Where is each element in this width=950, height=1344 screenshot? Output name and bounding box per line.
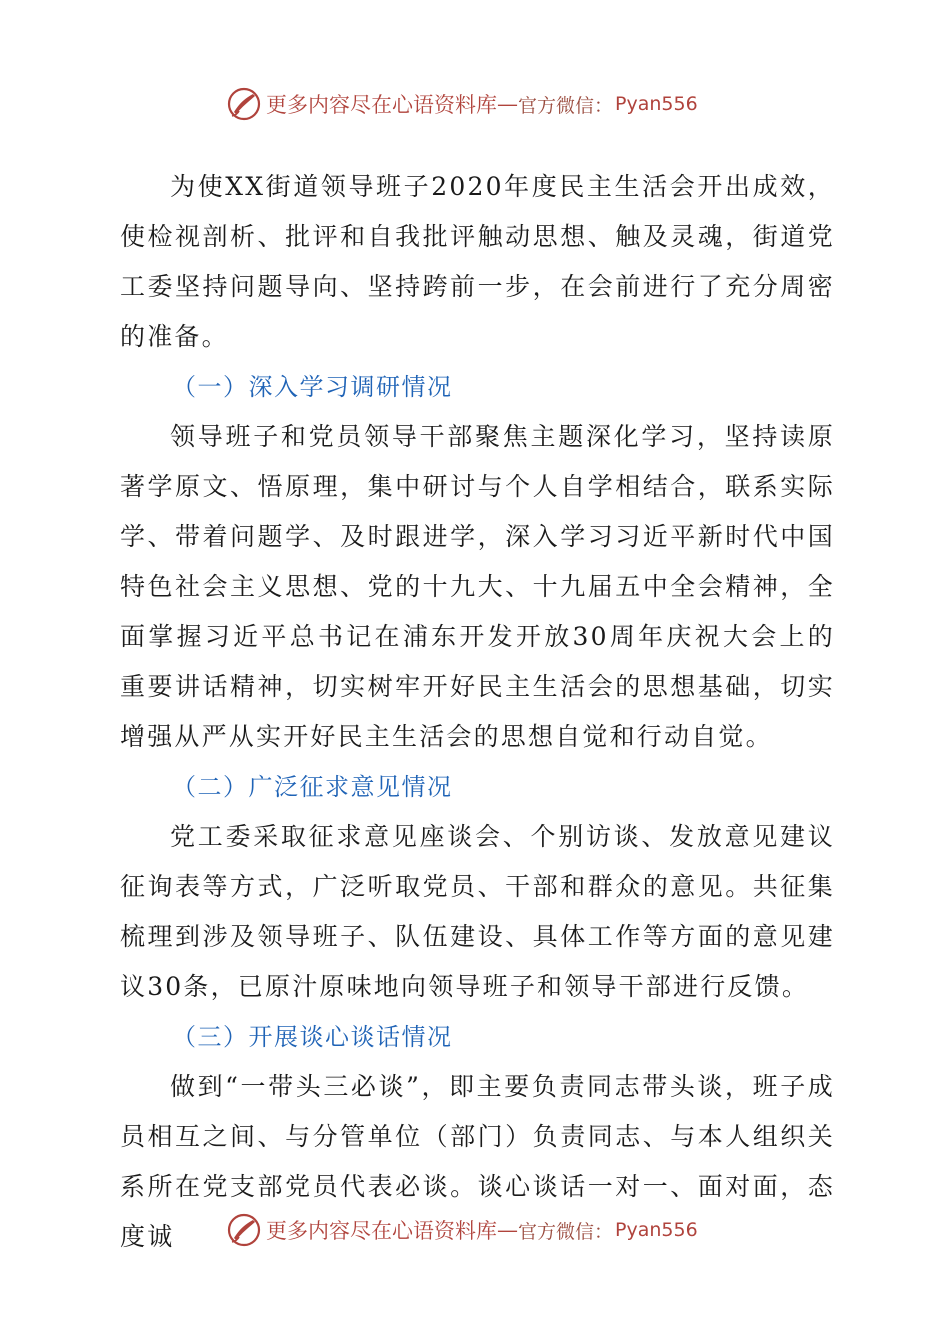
- watermark-footer: [226, 1210, 786, 1250]
- heading-study: （一）深入学习调研情况: [172, 373, 453, 401]
- pen-logo-icon: [226, 86, 262, 122]
- heading-opinions: （二）广泛征求意见情况: [172, 773, 453, 801]
- paragraph-talks: 做到“一带头三必谈”，即主要负责同志带头谈，班子成员相互之间、与分管单位（部门）负责同志、与本人组织关系所在党支部党员代表必谈。谈心谈话一对一、面对面，态度诚: [120, 1072, 835, 1251]
- watermark-label: 官方微信：: [518, 1220, 614, 1243]
- paragraph-opinions: 党工委采取征求意见座谈会、个别访谈、发放意见建议征询表等方式，广泛听取党员、干部和群众的意见。共征集梳理到涉及领导班子、队伍建设、具体工作等方面的意见建议30条，已原汁原味地向领导班子和领导干部进行反馈。: [120, 822, 835, 1001]
- pen-logo-icon: [226, 1212, 262, 1248]
- paragraph-intro: 为使XX街道领导班子2020年度民主生活会开出成效，使检视剖析、批评和自我批评触动思想、触及灵魂，街道党工委坚持问题导向、坚持跨前一步，在会前进行了充分周密的准备。: [120, 172, 835, 351]
- watermark-dash: —: [497, 1218, 518, 1242]
- watermark-dash: —: [497, 92, 518, 116]
- watermark-wechat-id: Pyan556: [615, 93, 698, 115]
- watermark-text: 更多内容尽在心语资料库: [266, 93, 497, 117]
- watermark-header: [226, 84, 786, 124]
- paragraph-study: 领导班子和党员领导干部聚焦主题深化学习，坚持读原著学原文、悟原理，集中研讨与个人自学相结合，联系实际学、带着问题学、及时跟进学，深入学习习近平新时代中国特色社会主义思想、党的十九大、十九届五中全会精神，全面掌握习近平总书记在浦东开发开放30周年庆祝大会上的重要讲话精神，切实树牢开好民主生活会的思想基础，切实增强从严从实开好民主生活会的思想自觉和行动自觉。: [120, 422, 835, 751]
- heading-talks: （三）开展谈心谈话情况: [172, 1023, 453, 1051]
- watermark-wechat-id: Pyan556: [615, 1219, 698, 1241]
- document-body: [120, 162, 835, 1262]
- watermark-text: 更多内容尽在心语资料库: [266, 1219, 497, 1243]
- watermark-label: 官方微信：: [518, 94, 614, 117]
